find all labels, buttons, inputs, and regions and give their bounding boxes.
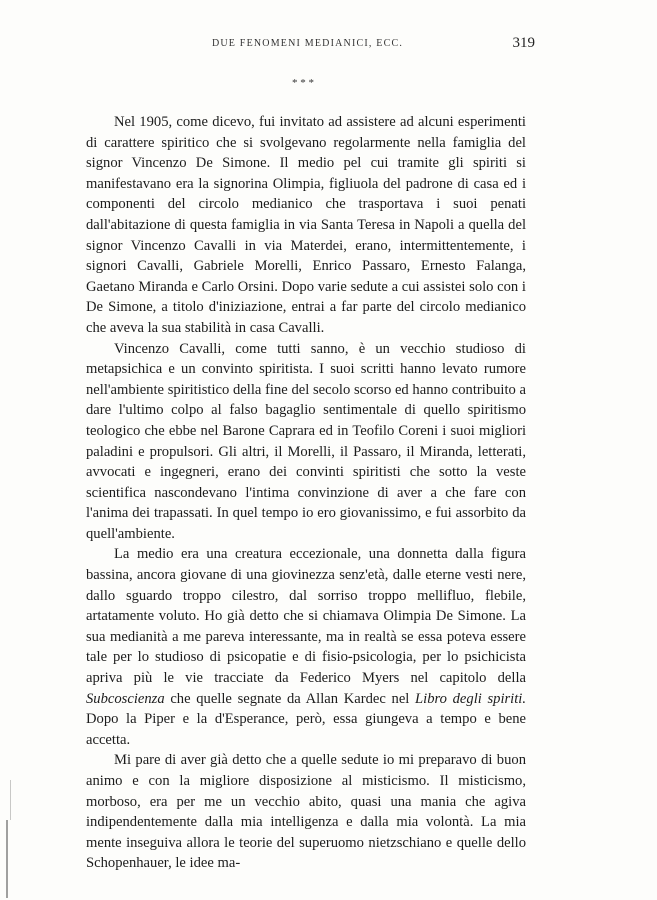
paragraph-1: [86, 112, 526, 339]
italic-term-subcoscienza: Subcoscienza: [86, 690, 165, 707]
body-text: [86, 112, 526, 874]
section-break-symbol: * * *: [292, 77, 314, 89]
paragraph-text: che quelle segnate da Allan Kardec nel: [164, 690, 416, 707]
paragraph-2: [86, 339, 526, 545]
paragraph-text: Nel 1905, come dicevo, fui invitato ad assistere ad alcuni esperimenti di carattere spiritico che si svolgevano regolarmente nella famiglia del signor Vincenzo De Simone. Il medio pel cui tramite gli spiriti si manifestavano era la signorina Olimpia, figliuola del padrone di casa ed i componenti del circolo medianico che trasportava i suoi penati dall'abitazione di questa famiglia in via Santa Teresa in Napoli a quella del signor Vincenzo Cavalli in via Materdei, erano, intermittentemente, i signori Cavalli, Gabriele Morelli, Enrico Passaro, Ernesto Falanga, Gaetano Miranda e Carlo Orsini. Dopo varie sedute a cui assistei solo con i De Simone, a titolo d'iniziazione, entrai a far parte del circolo medianico che aveva la sua stabilità in casa Cavalli.: [86, 114, 526, 336]
paragraph-text: La medio era una creatura eccezionale, una donnetta dalla figura bassina, ancora giovane di una giovinezza senz'età, dalle eterne vesti nere, dallo sguardo troppo cilestro, dal sorriso troppo mellifluo, flebile, artatamente voluto. Ho già detto che si chiamava Olimpia De Simone. La sua medianità a me pareva interessante, ma in realtà se essa poteva essere tale per lo studioso di psicopatie e di fisio-psicologia, per lo psichicista apriva più le vie tracciate da Federico Myers nel capitolo della: [86, 546, 526, 687]
paragraph-4: [86, 750, 526, 874]
scan-edge-mark: [6, 820, 8, 898]
scan-edge-mark: [10, 780, 11, 820]
page-number: 319: [512, 35, 535, 51]
paragraph-text: Dopo la Piper e la d'Esperance, però, essa giungeva a tempo e bene accetta.: [86, 711, 526, 748]
italic-book-title: Libro degli spiriti.: [415, 690, 526, 707]
paragraph-3: [86, 544, 526, 750]
section-break: [278, 77, 328, 89]
paragraph-text: Vincenzo Cavalli, come tutti sanno, è un vecchio studioso di metapsichica e un convinto spiritista. I suoi scritti hanno levato rumore nell'ambiente spiritistico della fine del secolo scorso ed hanno contribuito a dare l'ultimo colpo al falso bagaglio sentimentale di quello spiritismo teologico che ebbe nel Barone Caprara ed in Teofilo Coreni i suoi migliori paladini e propulsori. Gli altri, il Morelli, il Passaro, il Miranda, letterati, avvocati e ingegneri, erano dei convinti spiritisti che sotto la veste scientifica nascondevano l'intima convinzione di aver a che fare con l'anima dei trapassati. In quel tempo io ero giovanissimo, e fui assorbito da quell'ambiente.: [86, 340, 526, 542]
page-header: [86, 35, 535, 58]
paragraph-text: Mi pare di aver già detto che a quelle sedute io mi preparavo di buon animo e con la migliore disposizione al misticismo. Il misticismo, morboso, era per me un vecchio abito, quasi una mania che agiva indipendentemente dalla mia intelligenza e dalla mia volontà. La mia mente inseguiva allora le teorie del superuomo nietzschiano e quelle dello Schopenhauer, le idee ma-: [86, 752, 526, 872]
running-title: DUE FENOMENI MEDIANICI, ECC.: [211, 38, 404, 49]
